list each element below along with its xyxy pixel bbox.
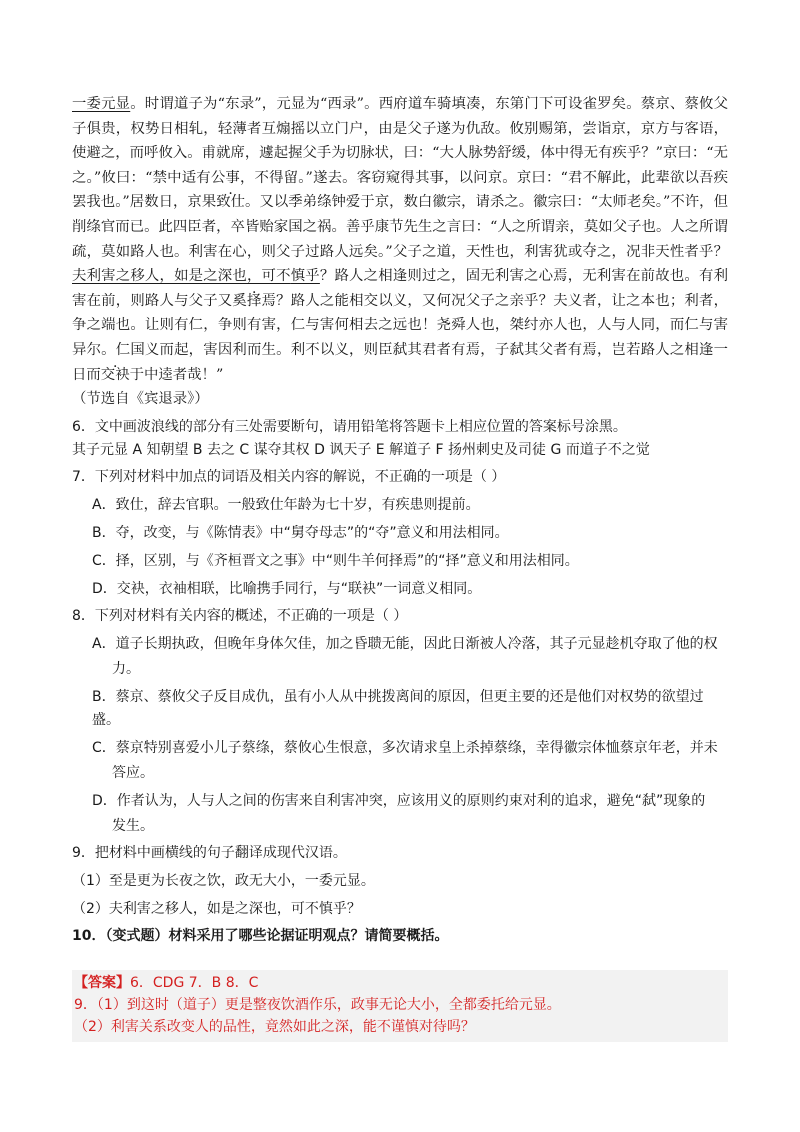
dotted-word-ze: 择	[246, 292, 262, 309]
q7-option-b: B．夺，改变，与《陈情表》中“舅夺母志”的“夺”意义和用法相同。	[92, 524, 509, 541]
q8-option-d: D．作者认为，人与人之间的伤害来自利害冲突，应该用义的原则约束对利的追求，避免“弑”现象的 发生。	[92, 792, 706, 834]
underlined-phrase: 一委元显	[72, 96, 131, 112]
answer-line-3: （2）利害关系改变人的品性，竟然如此之深，能不谨慎对待吗？	[74, 1018, 475, 1035]
q7-stem: 7．下列对材料中加点的词语及相关内容的解说，不正确的一项是（ ）	[72, 468, 506, 485]
passage	[72, 92, 728, 412]
q8-option-a: A．道子长期执政，但晚年身体欠佳，加之昏聩无能，因此日渐被人冷落，其子元显趁机夺取了他的权 力。	[92, 635, 718, 677]
q6-stem: 6．文中画波浪线的部分有三处需要断句，请用铅笔将答题卡上相应位置的答案标号涂黑。	[72, 418, 627, 435]
question-10	[72, 925, 728, 948]
q8-option-b: B．蔡京、蔡攸父子反目成仇，虽有小人从中挑拨离间的原因，但更主要的还是他们对权势的欲望过盛。	[92, 688, 704, 728]
q10-stem: 10．（变式题）材料采用了哪些论据证明观点？请简要概括。	[72, 927, 449, 944]
q9-stem: 9．把材料中画横线的句子翻译成现代汉语。	[72, 844, 347, 861]
dotted-word-zhishi: 致仕	[216, 194, 246, 211]
q6-text: 其子元显 A 知朝望 B 去之 C 谋夺其权 D 讽天子 E 解道子 F 扬州刺史及司徒 G 而道子不之觉	[72, 441, 650, 458]
q8-option-c: C．蔡京特别喜爱小儿子蔡绦，蔡攸心生恨意，多次请求皇上杀掉蔡绦，幸得徽宗体恤蔡京年老，并未 答应。	[92, 739, 718, 781]
question-8	[72, 605, 728, 838]
answer-tag: 【答案】	[74, 974, 130, 991]
question-6	[72, 416, 728, 462]
question-7	[72, 466, 728, 601]
passage-text: 一委元显。时谓道子为“东录”，元显为“西录”。西府道车骑填凑，东第门下可设雀罗矣。蔡京、蔡攸父子俱贵，权势日相轧，轻薄者互煽摇以立门户，由是父子遂为仇敌。攸别赐第，尝诣京，京方与客语，使避之，而呼攸入。甫就席，遽起握父手为切脉状，曰：“大人脉势舒缓，体中得无有疾乎？”京曰：“无之。”攸曰：“禁中适有公事，不得留。”遂去。客窃窥得其事，以问京。京曰：“君不解此，此辈欲以吾疾罢我也。”居数日，京果致仕。又以季弟绦钟爱于京，数白徽宗，请杀之。徽宗曰：“太师老矣。”不许，但削绦官而已。此四臣者，卒皆贻家国之祸。善乎康节先生之言曰：“人之所谓亲，莫如父子也。人之所谓疏，莫如路人也。利害在心，则父子过路人远矣。”父子之道，天性也，利害犹或夺之，况非天性者乎？夫利害之移人，如是之深也，可不慎乎？路人之相逢则过之，固无利害之心焉，无利害在前故也。有利害在前，则路人与父子又奚择焉？路人之能相交以义，又何况父子之亲乎？夫义者，让之本也；利者，争之端也。让则有仁，争则有害，仁与害何相去之远也！尧舜人也，桀纣亦人也，人与人同，而仁与害异尔。仁国义而起，害因利而生。利不以义，则臣弑其君者有焉，子弑其父者有焉，岂若路人之相逢一日而交袂于中逵者哉！”	[72, 96, 728, 383]
q7-option-d: D．交袂，衣袖相联，比喻携手同行，与“联袂”一词意义相同。	[92, 580, 482, 597]
q7-option-a: A．致仕，辞去官职。一般致仕年龄为七十岁，有疾患则提前。	[92, 496, 480, 513]
passage-source: （节选自《宾退录》）	[72, 391, 209, 408]
answer-box	[72, 970, 728, 1042]
dotted-word-jiaomei: 交袂	[100, 366, 130, 383]
dotted-word-duo: 夺	[582, 243, 597, 260]
q9-sentence-1: （1）至是更为长夜之饮，政无大小，一委元显。	[72, 872, 375, 889]
q7-option-c: C．择，区别，与《齐桓晋文之事》中“则牛羊何择焉”的“择”意义和用法相同。	[92, 552, 579, 569]
underlined-sentence: 夫利害之移人，如是之深也，可不慎乎	[72, 268, 320, 285]
answer-line-1: 【答案】6．CDG 7．B 8．C	[74, 974, 259, 991]
question-9	[72, 842, 728, 921]
answer-line-2: 9．（1）到这时（道子）更是整夜饮酒作乐，政事无论大小，全都委托给元显。	[74, 996, 561, 1013]
q9-sentence-2: （2）夫利害之移人，如是之深也，可不慎乎？	[72, 900, 361, 917]
q8-stem: 8．下列对材料有关内容的概述，不正确的一项是（ ）	[72, 607, 408, 624]
